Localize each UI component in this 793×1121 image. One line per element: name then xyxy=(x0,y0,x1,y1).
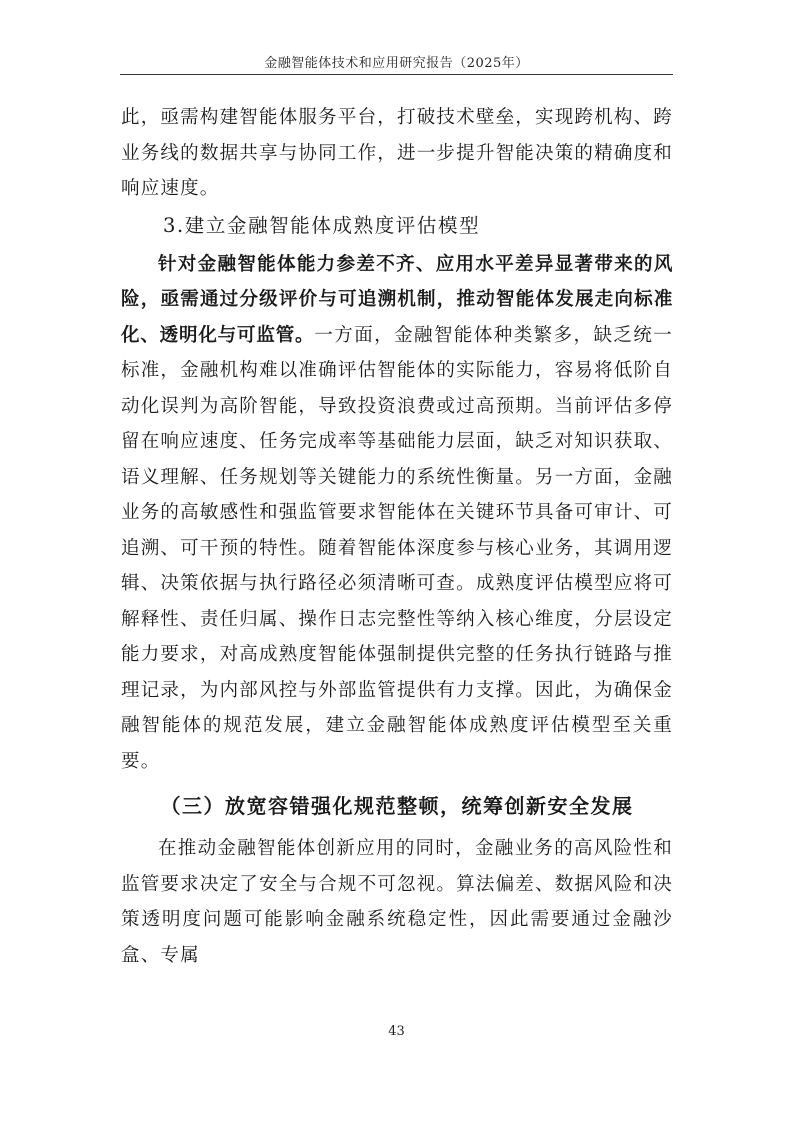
running-header: 金融智能体技术和应用研究报告（2025年） xyxy=(264,56,529,71)
paragraph-maturity-model xyxy=(121,247,673,780)
subsection-heading: 3.建立金融智能体成熟度评估模型 xyxy=(163,213,481,237)
page-body xyxy=(121,100,673,973)
page-number: 43 xyxy=(388,1024,405,1039)
paragraph-lead-sentence: 针对金融智能体能力参差不齐、应用水平差异显著带来的风险，亟需通过分级评价与可追溯机制，推动智能体发展走向标准化、透明化与可监管。 xyxy=(121,253,673,346)
paragraph-innovation-safety: 在推动金融智能体创新应用的同时，金融业务的高风险性和监管要求决定了安全与合规不可忽视。算法偏差、数据风险和决策透明度问题可能影响金融系统稳定性，因此需要通过金融沙盒、专属 xyxy=(121,838,673,966)
header-divider xyxy=(120,74,673,75)
paragraph-body-text: 一方面，金融智能体种类繁多，缺乏统一标准，金融机构难以准确评估智能体的实际能力，容易将低阶自动化误判为高阶智能，导致投资浪费或过高预期。当前评估多停留在响应速度、任务完成率等基础能力层面，缺乏对知识获取、语义理解、任务规划等关键能力的系统性衡量。另一方面，金融业务的高敏感性和强监管要求智能体在关键环节具备可审计、可追溯、可干预的特性。随着智能体深度参与核心业务，其调用逻辑、决策依据与执行路径必须清晰可查。成熟度评估模型应将可解释性、责任归属、操作日志完整性等纳入核心维度，分层设定能力要求，对高成熟度智能体强制提供完整的任务执行链路与推理记录，为内部风控与外部监管提供有力支撑。因此，为确保金融智能体的规范发展，建立金融智能体成熟度评估模型至关重要。 xyxy=(121,324,673,772)
section-heading: （三）放宽容错强化规范整顿，统筹创新安全发展 xyxy=(160,794,634,818)
paragraph-continuation: 此，亟需构建智能体服务平台，打破技术壁垒，实现跨机构、跨业务线的数据共享与协同工作，进一步提升智能决策的精确度和响应速度。 xyxy=(121,107,673,199)
